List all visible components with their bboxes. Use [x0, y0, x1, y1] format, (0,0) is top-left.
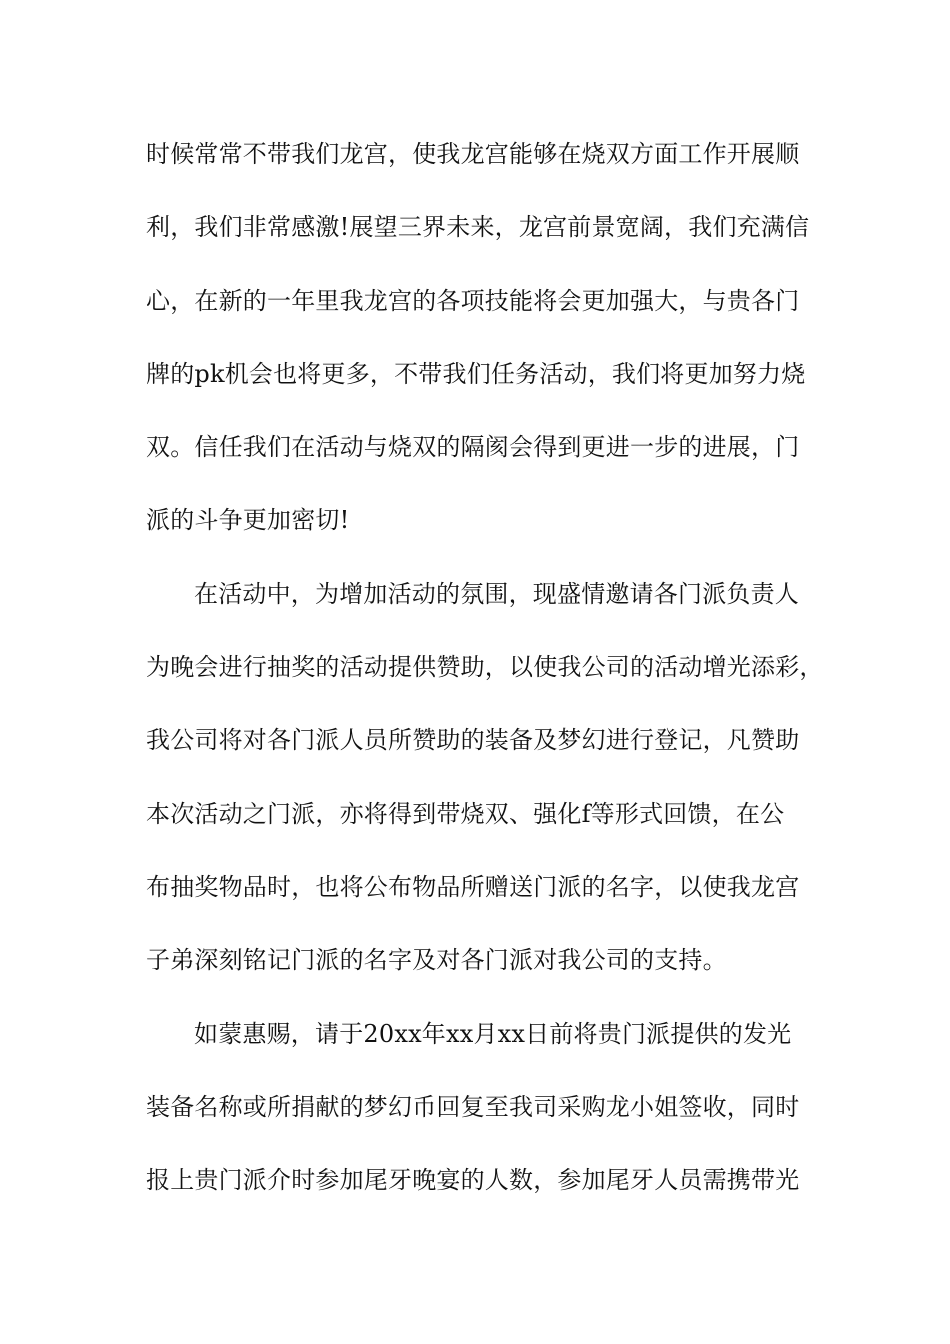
text-line: 布抽奖物品时，也将公布物品所赠送门派的名字，以使我龙宫: [146, 872, 800, 901]
paragraph-3: [146, 1008, 806, 1228]
text-line: 利，我们非常感激!展望三界未来，龙宫前景宽阔，我们充满信: [146, 213, 810, 242]
text-line: 牌的pk机会也将更多，不带我们任务活动，我们将更加努力烧: [146, 359, 806, 388]
text-line: 派的斗争更加密切!: [146, 506, 350, 535]
text-line: 报上贵门派介时参加尾牙晚宴的人数，参加尾牙人员需携带光: [146, 1166, 800, 1195]
text-line: 为晚会进行抽奖的活动提供赞助，以使我公司的活动增光添彩，: [146, 653, 824, 682]
text-line: 在活动中，为增加活动的氛围，现盛情邀请各门派负责人: [194, 579, 799, 608]
text-line: 本次活动之门派，亦将得到带烧双、强化f等形式回馈，在公: [146, 799, 785, 828]
text-line: 装备名称或所捐献的梦幻币回复至我司采购龙小姐签收，同时: [146, 1092, 800, 1121]
paragraph-2: [146, 568, 824, 1008]
text-line: 时候常常不带我们龙宫，使我龙宫能够在烧双方面工作开展顺: [146, 140, 800, 168]
text-line: 如蒙惠赐，请于20xx年xx月xx日前将贵门派提供的发光: [194, 1019, 792, 1048]
text-line: 心，在新的一年里我龙宫的各项技能将会更加强大，与贵各门: [146, 286, 800, 315]
body-text: [146, 128, 824, 1227]
paragraph-1: [146, 128, 810, 568]
text-line: 子弟深刻铭记门派的名字及对各门派对我公司的支持。: [146, 946, 727, 975]
text-line: 我公司将对各门派人员所赞助的装备及梦幻进行登记，凡赞助: [146, 726, 800, 755]
text-line: 双。信任我们在活动与烧双的隔阂会得到更进一步的进展，门: [146, 433, 800, 462]
